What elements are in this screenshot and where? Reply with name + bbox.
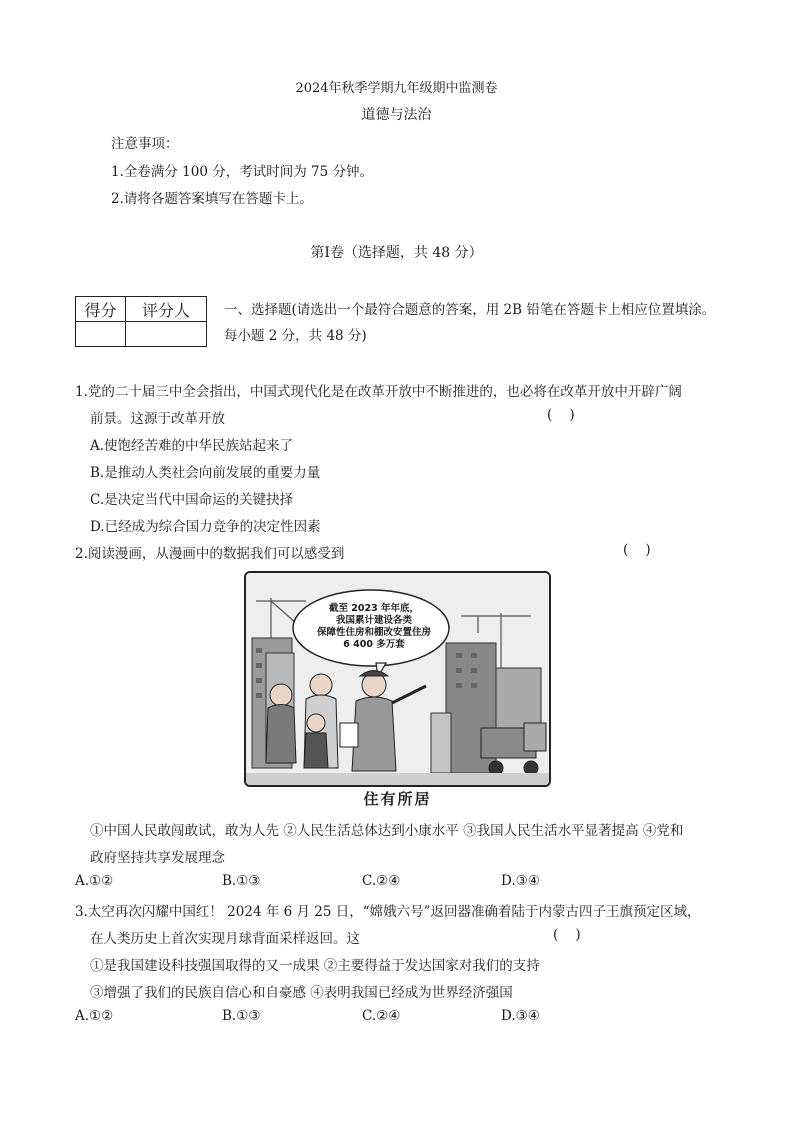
option-a: A.使饱经苦难的中华民族站起来了	[90, 438, 294, 454]
option-c: C.是决定当代中国命运的关键抉择	[90, 492, 294, 508]
option-b: B.是推动人类社会向前发展的重要力量	[90, 465, 321, 481]
option-d: D.③④	[501, 1008, 540, 1024]
question-stem: 在人类历史上首次实现月球背面采样返回。这	[90, 931, 360, 947]
option-a: A.①②	[75, 873, 114, 889]
option-a: A.①②	[75, 1008, 114, 1024]
question-stem: 3.太空再次闪耀中国红！ 2024 年 6 月 25 日，“嫦娥六号”返回器准确着陆于内蒙古四子王旗预定区域，	[75, 904, 701, 920]
cartoon-bubble	[294, 603, 454, 651]
question-stem: 前景。这源于改革开放	[90, 411, 225, 427]
score-cell	[76, 322, 126, 347]
bubble-line: 保障性住房和棚改安置住房	[316, 627, 431, 638]
subject-title: 道德与法治	[361, 107, 432, 123]
question-stem: 1.党的二十届三中全会指出，中国式现代化是在改革开放中不断推进的，也必将在改革开放中开辟广阔	[75, 384, 682, 400]
cartoon-caption: 住有所居	[363, 790, 432, 808]
answer-paren: ( )	[553, 927, 581, 943]
grader-header: 评分人	[126, 297, 207, 322]
statement-line: 政府坚持共享发展理念	[90, 850, 225, 866]
score-header: 得分	[76, 297, 126, 322]
cartoon-illustration	[244, 571, 551, 787]
option-d: D.已经成为综合国力竞争的决定性因素	[90, 519, 321, 535]
notice-item: 2.请将各题答案填写在答题卡上。	[111, 191, 313, 207]
answer-paren: ( )	[547, 407, 575, 423]
option-b: B.①③	[222, 1008, 261, 1024]
option-c: C.②④	[362, 873, 401, 889]
option-c: C.②④	[362, 1008, 401, 1024]
grader-cell	[126, 322, 207, 347]
part1-instruction: 一、选择题(请选出一个最符合题意的答案，用 2B 铅笔在答题卡上相应位置填涂。	[224, 302, 716, 318]
question-stem: 2.阅读漫画，从漫画中的数据我们可以感受到	[75, 546, 345, 562]
exam-title: 2024年秋季学期九年级期中监测卷	[295, 81, 498, 96]
bubble-line: 我国累计建设各类	[335, 615, 412, 626]
bubble-line: 6 400 多万套	[343, 639, 405, 650]
statement-line: ①中国人民敢闯敢试，敢为人先 ②人民生活总体达到小康水平 ③我国人民生活水平显著提高 ④党和	[90, 823, 684, 839]
notice-heading: 注意事项：	[111, 136, 179, 152]
score-table	[75, 296, 207, 347]
option-b: B.①③	[222, 873, 261, 889]
answer-paren: ( )	[623, 542, 651, 558]
notice-item: 1.全卷满分 100 分，考试时间为 75 分钟。	[111, 164, 373, 180]
statement-line: ③增强了我们的民族自信心和自豪感 ④表明我国已经成为世界经济强国	[90, 985, 513, 1001]
section-title: 第Ⅰ卷（选择题，共 48 分）	[310, 245, 483, 261]
option-d: D.③④	[501, 873, 540, 889]
part1-instruction: 每小题 2 分，共 48 分)	[224, 328, 367, 344]
bubble-line: 截至 2023 年年底，	[328, 603, 420, 614]
statement-line: ①是我国建设科技强国取得的又一成果 ②主要得益于发达国家对我们的支持	[90, 958, 540, 974]
